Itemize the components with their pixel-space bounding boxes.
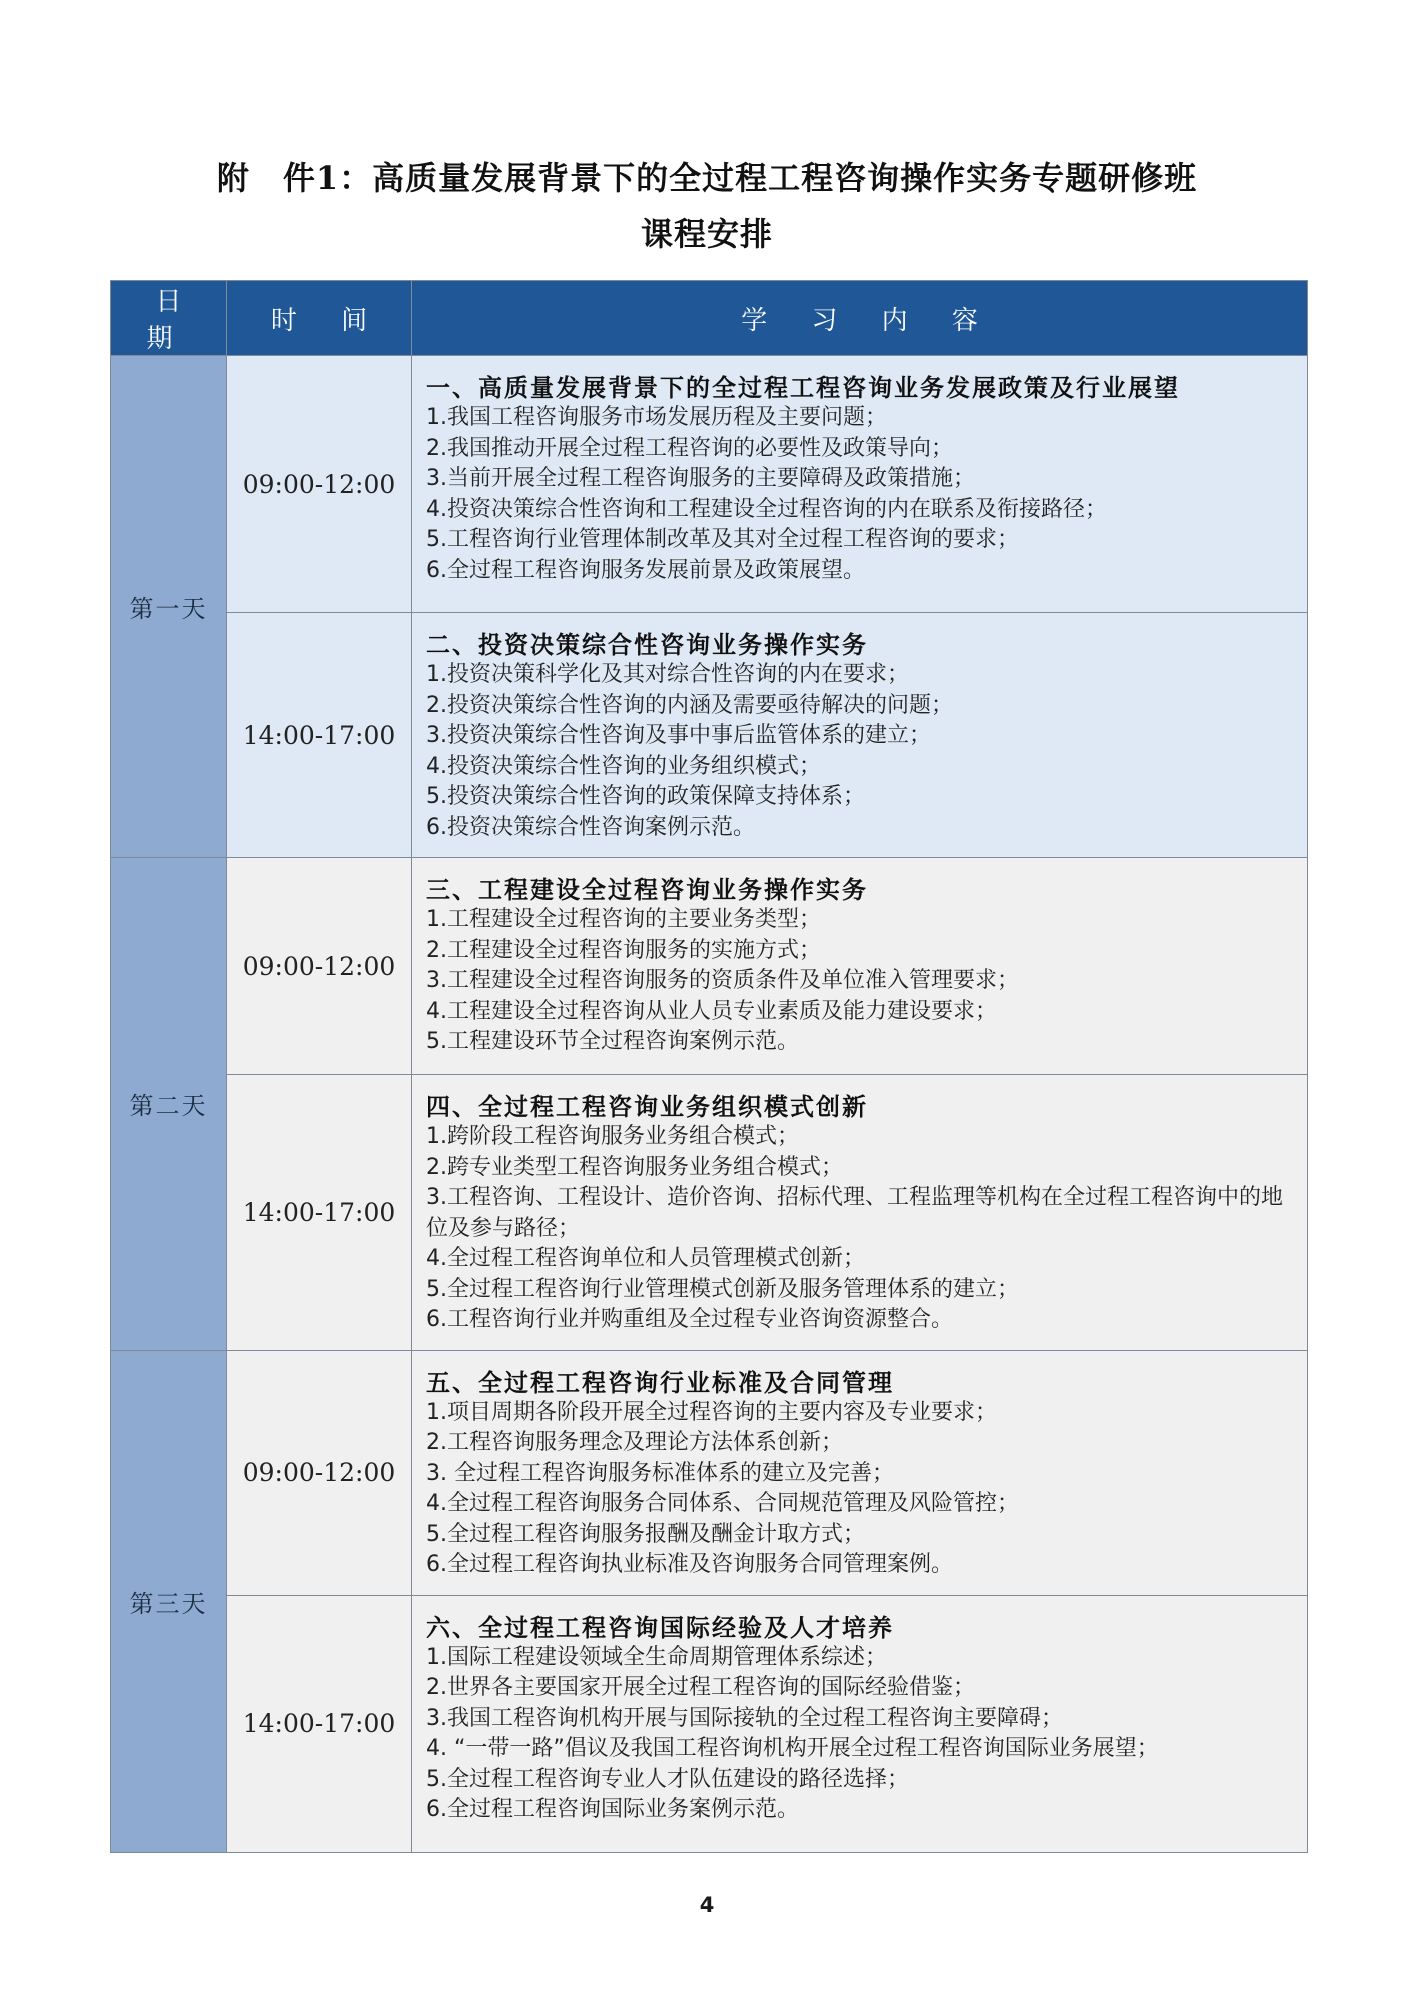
day-label: 第三天 xyxy=(111,1350,227,1852)
session-title: 六、全过程工程咨询国际经验及人才培养 xyxy=(426,1612,894,1642)
list-item: 5.工程咨询行业管理体制改革及其对全过程工程咨询的要求； xyxy=(426,527,1019,552)
session-content xyxy=(412,1075,1308,1351)
list-item: 6.全过程工程咨询国际业务案例示范。 xyxy=(426,1797,799,1822)
day-label: 第二天 xyxy=(111,858,227,1351)
list-item: 6.投资决策综合性咨询案例示范。 xyxy=(426,814,755,840)
session-time: 09:00-12:00 xyxy=(227,1350,412,1595)
list-item: 2.工程咨询服务理念及理论方法体系创新； xyxy=(426,1430,843,1455)
session-content xyxy=(412,858,1308,1075)
list-item: 5.工程建设环节全过程咨询案例示范。 xyxy=(426,1029,799,1054)
list-item: 2.跨专业类型工程咨询服务业务组合模式； xyxy=(426,1154,843,1180)
list-item: 2.我国推动开展全过程工程咨询的必要性及政策导向； xyxy=(426,435,953,461)
title-line-2: 课程安排 xyxy=(640,215,773,253)
list-item: 2.世界各主要国家开展全过程工程咨询的国际经验借鉴； xyxy=(426,1675,975,1700)
session-content xyxy=(412,613,1308,858)
list-item: 4.全过程工程咨询单位和人员管理模式创新； xyxy=(426,1246,865,1271)
session-title: 二、投资决策综合性咨询业务操作实务 xyxy=(426,630,868,659)
session-content xyxy=(412,1350,1308,1595)
table-row xyxy=(111,1075,1308,1351)
list-item: 6.工程咨询行业并购重组及全过程专业咨询资源整合。 xyxy=(426,1307,953,1332)
list-item: 1.跨阶段工程咨询服务业务组合模式； xyxy=(426,1124,799,1149)
table-row xyxy=(111,1595,1308,1852)
list-item: 4.投资决策综合性咨询的业务组织模式； xyxy=(426,753,821,779)
session-time: 09:00-12:00 xyxy=(227,356,412,613)
session-content xyxy=(412,356,1308,613)
table-row xyxy=(111,1350,1308,1595)
list-item: 3.工程咨询、工程设计、造价咨询、招标代理、工程监理等机构在全过程工程咨询中的地位及参与路径； xyxy=(426,1185,1283,1241)
table-row xyxy=(111,858,1308,1075)
list-item: 3.工程建设全过程咨询服务的资质条件及单位准入管理要求； xyxy=(426,968,1019,993)
day-label: 第一天 xyxy=(111,356,227,858)
page-number: 4 xyxy=(699,1893,715,1917)
list-item: 2.投资决策综合性咨询的内涵及需要亟待解决的问题； xyxy=(426,692,953,718)
list-item: 5.全过程工程咨询服务报酬及酬金计取方式； xyxy=(426,1521,865,1547)
list-item: 1.国际工程建设领域全生命周期管理体系综述； xyxy=(426,1644,887,1670)
table-row xyxy=(111,356,1308,613)
list-item: 3.当前开展全过程工程咨询服务的主要障碍及政策措施； xyxy=(426,466,975,491)
list-item: 6.全过程工程咨询执业标准及咨询服务合同管理案例。 xyxy=(426,1552,953,1577)
list-item: 5.全过程工程咨询专业人才队伍建设的路径选择； xyxy=(426,1766,909,1792)
session-title: 五、全过程工程咨询行业标准及合同管理 xyxy=(426,1367,894,1397)
table-row xyxy=(111,613,1308,858)
list-item: 1.项目周期各阶段开展全过程咨询的主要内容及专业要求； xyxy=(426,1399,997,1425)
list-item: 6.全过程工程咨询服务发展前景及政策展望。 xyxy=(426,557,865,583)
title-line-1: 附 件1：高质量发展背景下的全过程工程咨询操作实务专题研修班 xyxy=(216,159,1198,197)
table-header-row xyxy=(111,281,1308,356)
list-item: 4. “一带一路”倡议及我国工程咨询机构开展全过程工程咨询国际业务展望； xyxy=(426,1736,1159,1761)
list-item: 2.工程建设全过程咨询服务的实施方式； xyxy=(426,937,821,963)
list-item: 1.投资决策科学化及其对综合性咨询的内在要求； xyxy=(426,662,909,687)
list-item: 3.投资决策综合性咨询及事中事后监管体系的建立； xyxy=(426,723,931,748)
header-content: 学 习 内 容 xyxy=(412,281,1308,356)
list-item: 5.投资决策综合性咨询的政策保障支持体系； xyxy=(426,784,865,809)
session-time: 14:00-17:00 xyxy=(227,1075,412,1351)
header-date: 日 期 xyxy=(111,281,227,356)
list-item: 1.工程建设全过程咨询的主要业务类型； xyxy=(426,907,821,932)
list-item: 4.全过程工程咨询服务合同体系、合同规范管理及风险管控； xyxy=(426,1491,1019,1516)
document-title xyxy=(0,150,1414,262)
list-item: 4.工程建设全过程咨询从业人员专业素质及能力建设要求； xyxy=(426,998,997,1024)
list-item: 3.我国工程咨询机构开展与国际接轨的全过程工程咨询主要障碍； xyxy=(426,1705,1063,1731)
list-item: 5.全过程工程咨询行业管理模式创新及服务管理体系的建立； xyxy=(426,1276,1019,1302)
session-time: 14:00-17:00 xyxy=(227,1595,412,1852)
list-item: 4.投资决策综合性咨询和工程建设全过程咨询的内在联系及衔接路径； xyxy=(426,496,1107,522)
session-title: 三、工程建设全过程咨询业务操作实务 xyxy=(426,875,868,904)
header-time: 时 间 xyxy=(227,281,412,356)
session-time: 14:00-17:00 xyxy=(227,613,412,858)
session-title: 一、高质量发展背景下的全过程工程咨询业务发展政策及行业展望 xyxy=(426,373,1180,402)
session-title: 四、全过程工程咨询业务组织模式创新 xyxy=(426,1092,868,1121)
course-schedule-table xyxy=(110,280,1308,1853)
list-item: 3. 全过程工程咨询服务标准体系的建立及完善； xyxy=(426,1460,894,1486)
session-time: 09:00-12:00 xyxy=(227,858,412,1075)
session-content xyxy=(412,1595,1308,1852)
list-item: 1.我国工程咨询服务市场发展历程及主要问题； xyxy=(426,405,887,430)
